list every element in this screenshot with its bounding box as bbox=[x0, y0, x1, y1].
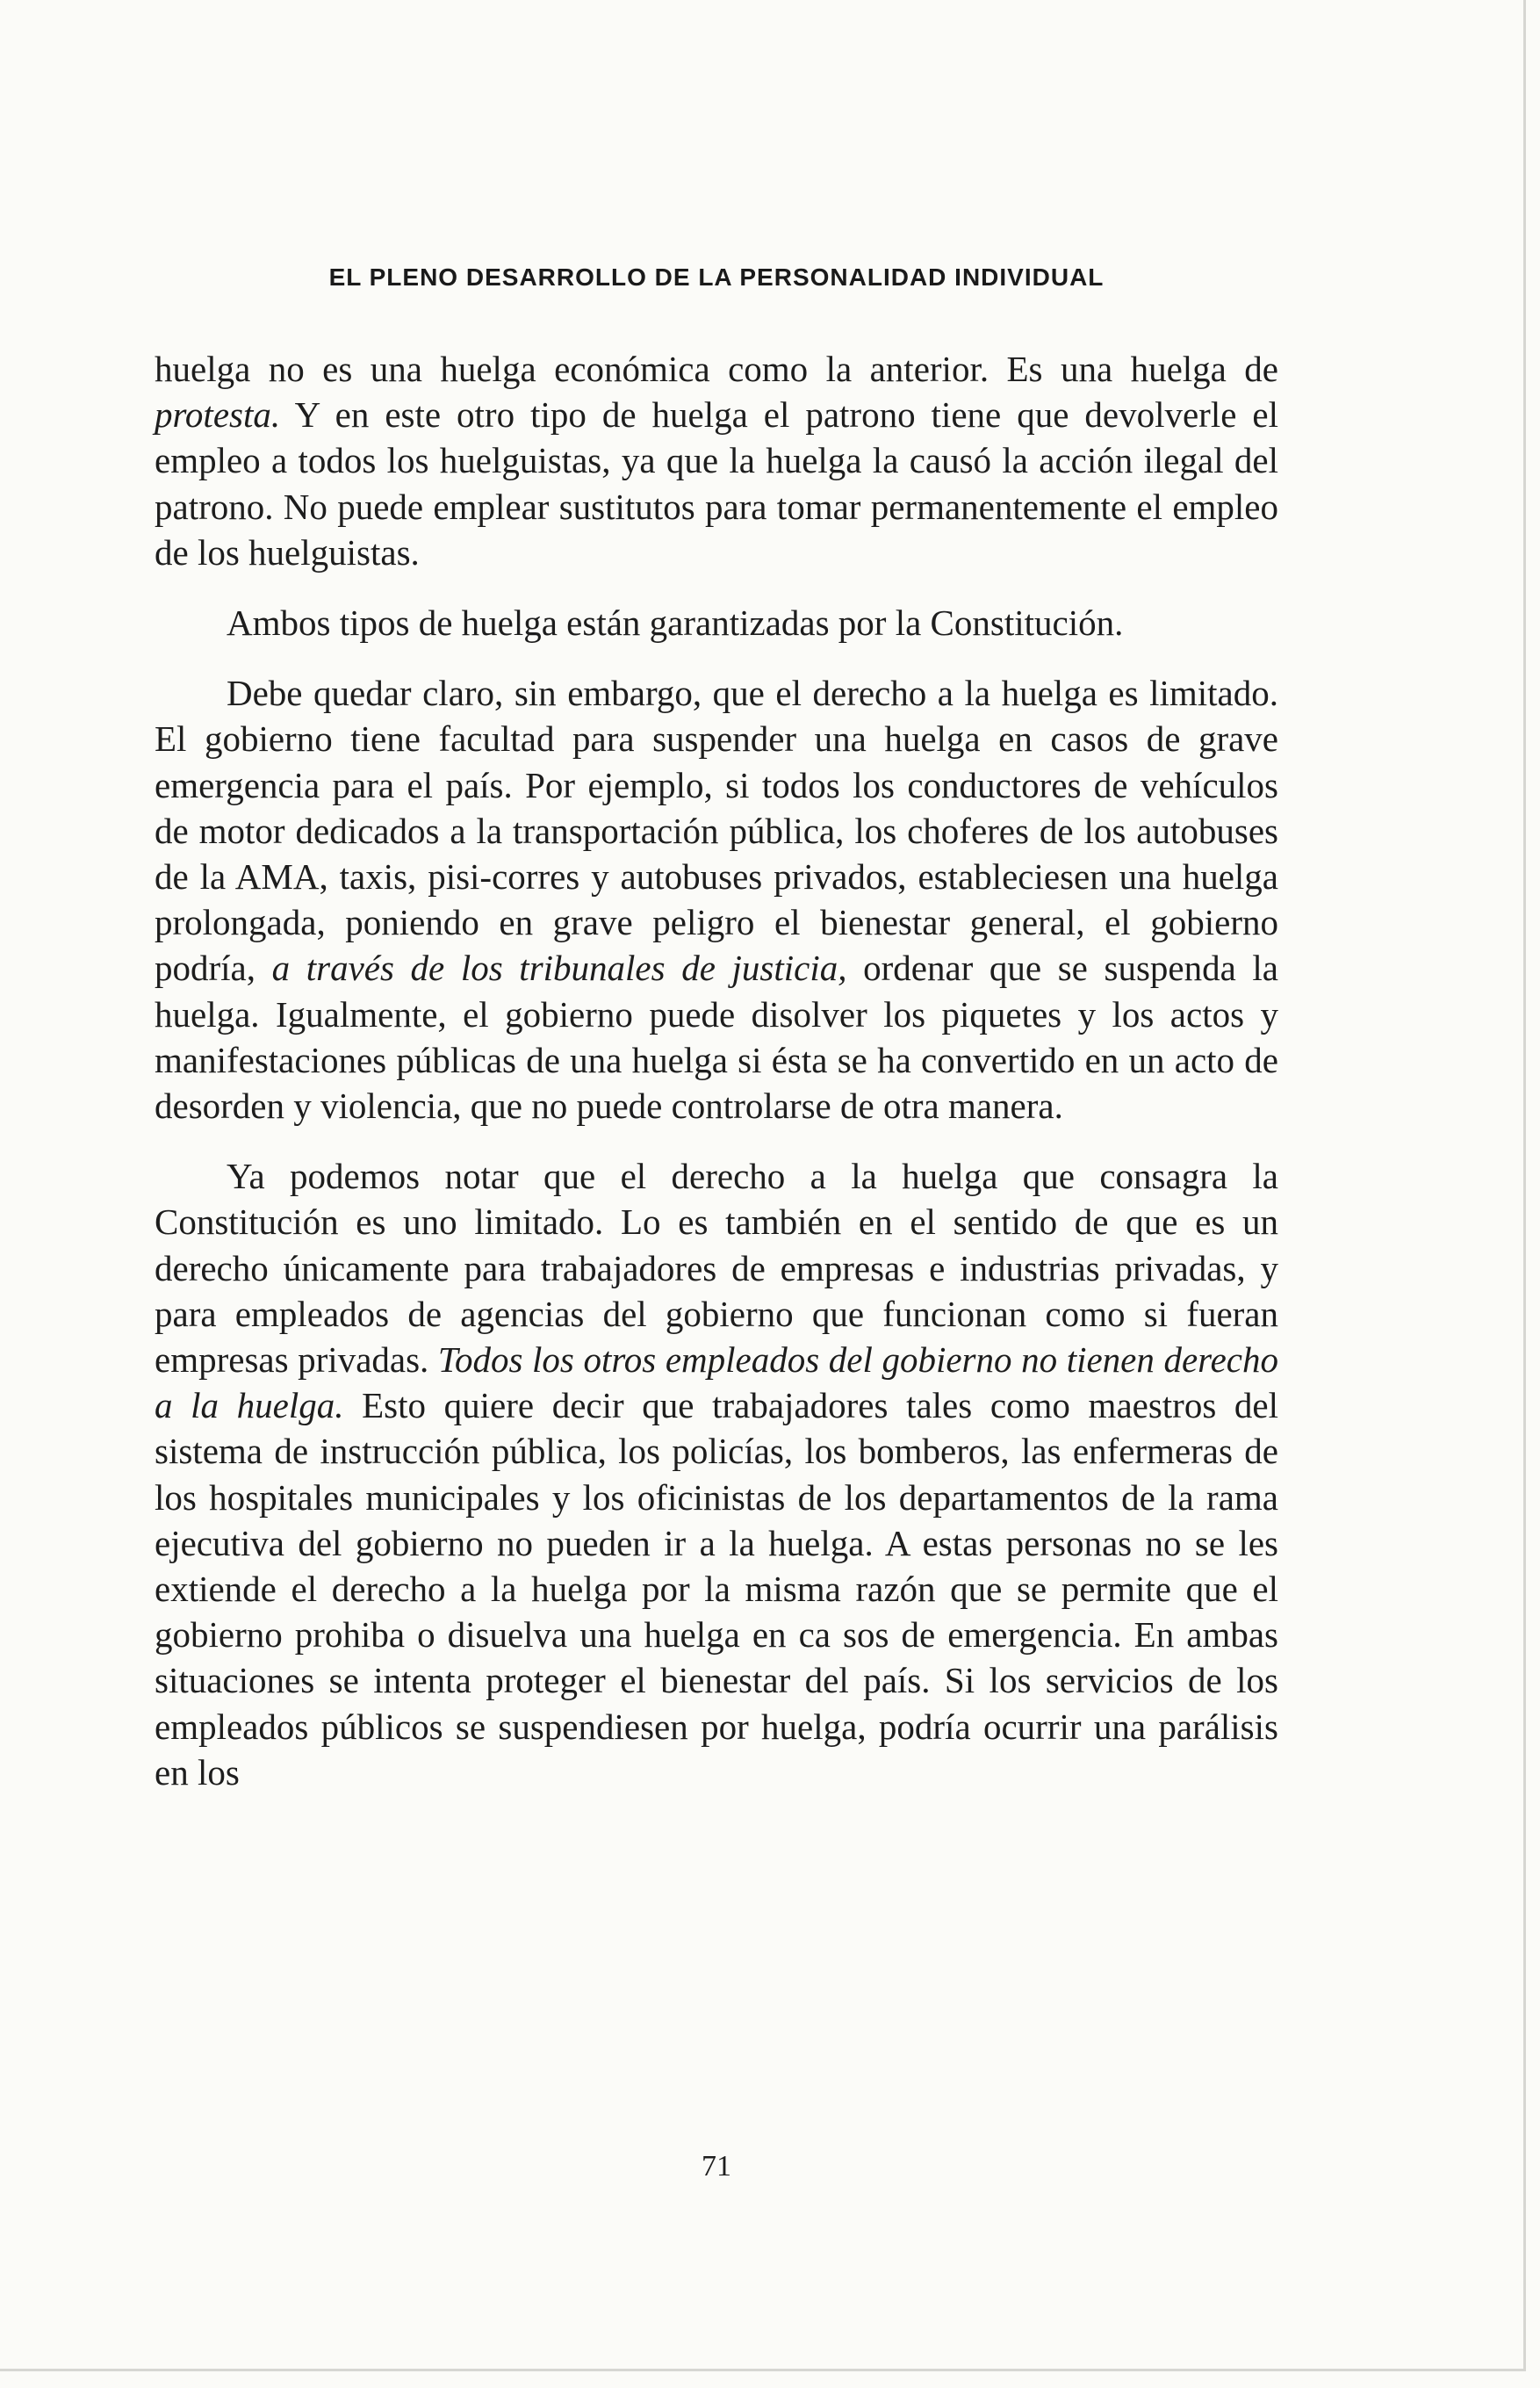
paragraph-1 bbox=[155, 346, 1278, 575]
text-run: Debe quedar claro, sin embargo, que el derecho a la huelga es limitado. El gobierno tiene facultad para suspender una huelga en casos de grave emergencia para el país. Por ejemplo, si todos los conductores de vehículos de motor dedicados a la transportación pública, los choferes de los autobuses de la AMA, taxis, pisi-corres y autobuses privados, estableciesen una huelga prolongada, poniendo en grave peligro el bienestar general, el gobierno podría, bbox=[155, 673, 1278, 989]
page-body bbox=[155, 346, 1278, 1795]
running-head: EL PLENO DESARROLLO DE LA PERSONALIDAD INDIVIDUAL bbox=[328, 263, 1105, 291]
page-number: 71 bbox=[702, 2150, 731, 2182]
text-run: Esto quiere decir que trabajadores tales como maestros del sistema de instrucción pública, los policías, los bomberos, las enfermeras de los hospitales municipales y los oficinistas de los departamentos de la rama ejecutiva del gobierno no pueden ir a la huelga. A estas personas no se les extiende el derecho a la huelga por la misma razón que se permite que el gobierno prohiba o disuelva una huelga en ca sos de emergencia. En ambas situaciones se intenta proteger el bienestar del país. Si los servicios de los empleados públicos se suspendiesen por huelga, podría ocurrir una parálisis en los bbox=[155, 1385, 1279, 1793]
italic-text: protesta. bbox=[155, 394, 281, 436]
book-page bbox=[155, 263, 1279, 2182]
text-run: Y en este otro tipo de huelga el patrono tiene que devolverle el empleo a todos los huelguistas, ya que la huelga la causó la acción ilegal del patrono. No puede emplear sustitutos para tomar permanentemente el empleo de los huelguistas. bbox=[155, 394, 1278, 573]
italic-text: a través de los tribunales de justicia, bbox=[271, 948, 847, 989]
text-run: Ya podemos notar que el derecho a la huelga que consagra la Constitución es uno limitado. Lo es también en el sentido de que es un derecho únicamente para trabajadores de empresas e industrias privadas, y para empleados de agencias del gobierno que funcionan como si fueran empresas privadas. bbox=[155, 1156, 1278, 1381]
paragraph-4 bbox=[155, 1153, 1278, 1795]
italic-text: Todos los otros empleados del gobierno no tienen derecho a la huelga. bbox=[155, 1339, 1279, 1426]
paragraph-2 bbox=[155, 600, 1278, 646]
text-run: huelga no es una huelga económica como la anterior. Es una huelga de bbox=[155, 349, 1278, 389]
text-run: Ambos tipos de huelga están garantizadas por la Constitución. bbox=[227, 602, 1124, 644]
paragraph-3 bbox=[155, 670, 1278, 1129]
text-run: ordenar que se suspenda la huelga. Igualmente, el gobierno puede disolver los piquetes y los actos y manifestaciones públicas de una huelga si ésta se ha convertido en un acto de desorden y violencia, que no puede controlarse de otra manera. bbox=[155, 948, 1278, 1127]
